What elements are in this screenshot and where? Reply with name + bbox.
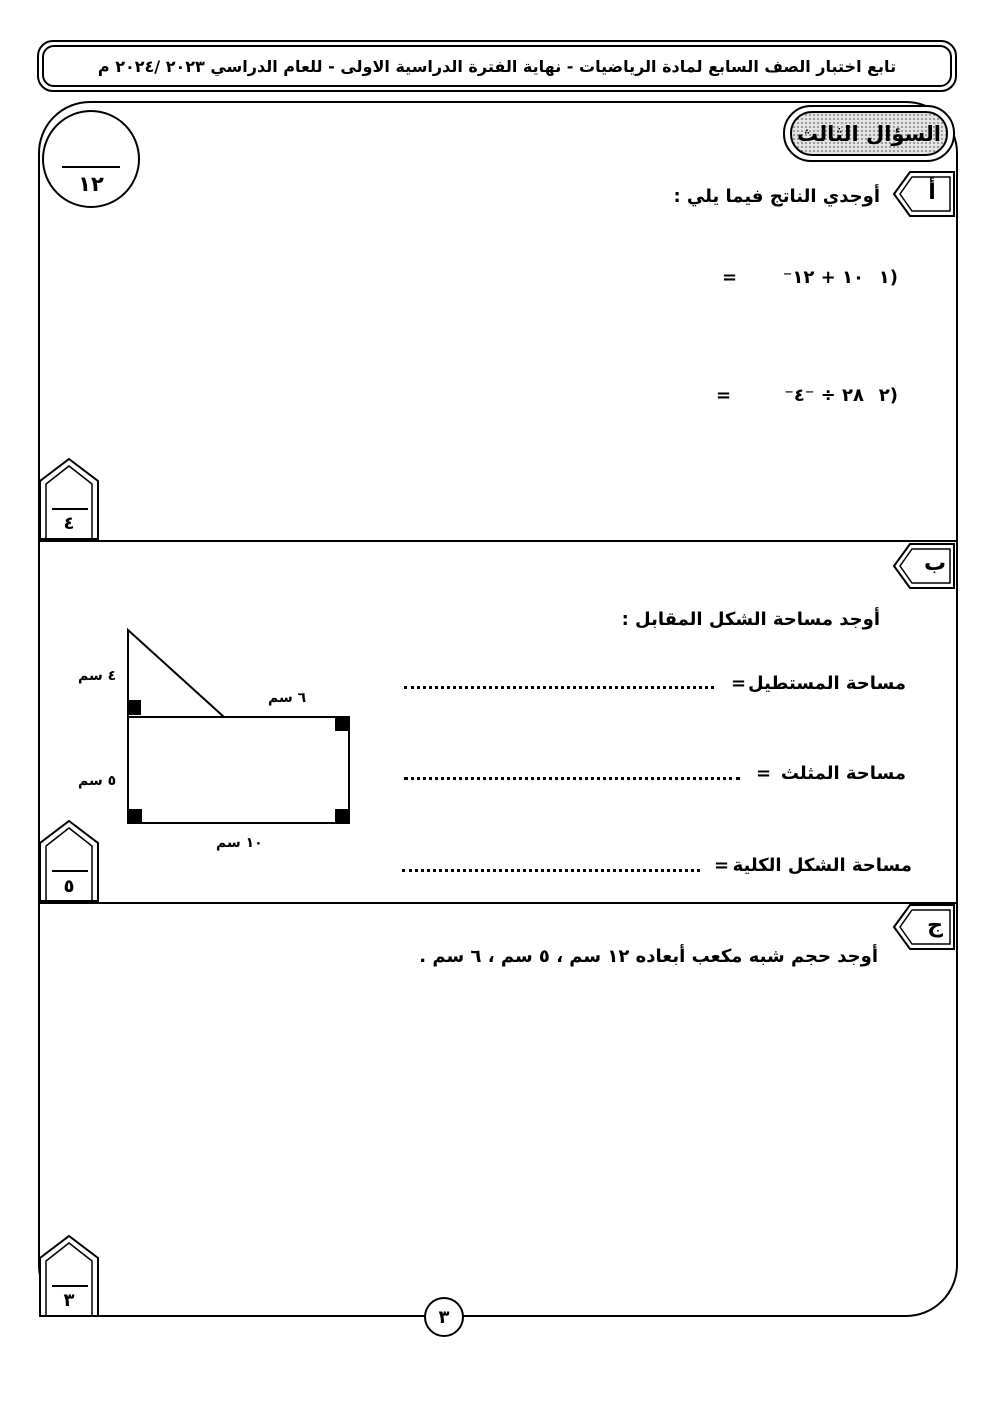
triangle-area-answer-line[interactable] [404,777,740,780]
item-1-equals: = [722,267,738,288]
rect-width-label: ١٠ سم [216,835,263,851]
figure-triangle [128,630,224,717]
part-a-instruction: أوجدي الناتج فيما يلي : [673,186,880,207]
rect-area-equals: = [731,673,747,694]
part-b-instruction: أوجد مساحة الشكل المقابل : [621,609,880,630]
item-1-expression: ⁻١٠ + ١٢ [782,267,864,288]
part-c-mark: ٣ [63,1290,75,1311]
triangle-area-equals: = [756,763,772,784]
triangle-height-label: ٤ سم [78,668,117,684]
part-a-tag: أ [928,180,936,205]
item-2-number: ٢) [878,385,898,406]
page-number: ٣ [424,1297,464,1337]
right-angle-mark-bottom-right [335,809,349,823]
section-divider-ab [39,540,957,542]
total-area-label: مساحة الشكل الكلية [732,855,912,876]
part-b-tag: ب [923,551,947,576]
part-c-tag: ج [927,913,943,938]
item-2-expression: ⁻٢٨ ÷ ⁻٤ [784,385,864,406]
score-fraction-line [62,166,120,168]
part-a-mark: ٤ [63,513,75,534]
part-b-mark: ٥ [63,876,75,897]
triangle-area-label: مساحة المثلث [780,763,906,784]
total-area-answer-line[interactable] [402,869,700,872]
right-angle-mark-triangle [128,700,141,715]
figure-rectangle [128,717,349,823]
item-1-number: ١) [878,267,898,288]
total-area-equals: = [714,855,730,876]
rect-area-answer-line[interactable] [404,686,714,689]
total-score: ١٢ [78,172,104,196]
right-angle-mark-top-right [335,717,349,731]
item-2-equals: = [716,385,732,406]
part-c-instruction: أوجد حجم شبه مكعب أبعاده ١٢ سم ، ٥ سم ، ٦ سم . [419,946,878,967]
section-divider-bc [39,902,957,904]
question-title: السؤال الثالث [790,111,948,156]
triangle-base-label: ٦ سم [268,690,307,706]
composite-figure [118,624,358,830]
right-angle-mark-bottom-left [128,809,142,823]
rect-area-label: مساحة المستطيل [748,673,906,694]
exam-header-title: تابع اختبار الصف السابع لمادة الرياضيات - نهاية الفترة الدراسية الاولى - للعام الدراسي ٢٠٢٣ /٢٠٢٤ م [42,45,952,87]
rect-height-label: ٥ سم [78,773,117,789]
